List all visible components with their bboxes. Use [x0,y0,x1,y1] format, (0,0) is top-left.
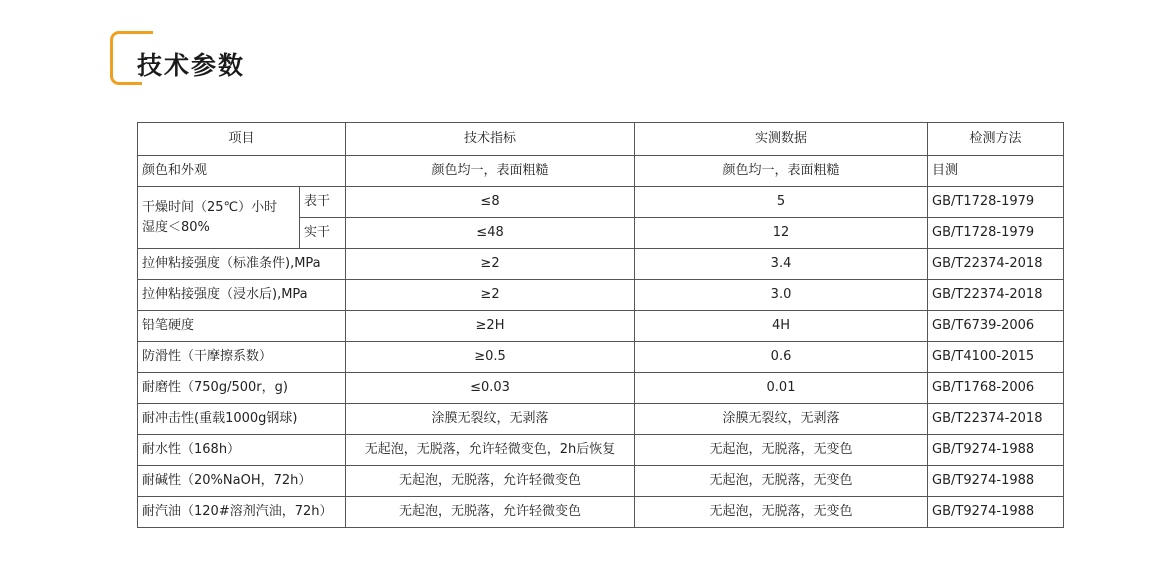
row-spec: 颜色均一，表面粗糙 [346,156,635,187]
row-method: GB/T6739-2006 [928,311,1064,342]
row-spec: ≤0.03 [346,373,635,404]
row-method: GB/T9274-1988 [928,497,1064,528]
row-method: GB/T22374-2018 [928,404,1064,435]
row-spec: ≤48 [346,218,635,249]
row-measured: 无起泡，无脱落，无变色 [635,466,928,497]
header-method: 检测方法 [928,123,1064,156]
table-row-drying-surface [138,187,1064,218]
row-method: GB/T22374-2018 [928,249,1064,280]
row-item: 耐磨性（750g/500r，g) [138,373,346,404]
row-spec: 无起泡，无脱落，允许轻微变色 [346,466,635,497]
technical-parameters-table [137,122,1064,528]
table-row [138,497,1064,528]
row-measured: 无起泡，无脱落，无变色 [635,435,928,466]
row-spec: ≥2H [346,311,635,342]
header-spec: 技术指标 [346,123,635,156]
row-method: GB/T1768-2006 [928,373,1064,404]
row-measured: 颜色均一，表面粗糙 [635,156,928,187]
row-item: 耐汽油（120#溶剂汽油，72h） [138,497,346,528]
row-item: 耐冲击性(重载1000g钢球) [138,404,346,435]
row-method: GB/T22374-2018 [928,280,1064,311]
row-measured: 12 [635,218,928,249]
drying-time-label [138,187,300,249]
row-item: 防滑性（干摩擦系数） [138,342,346,373]
row-measured: 无起泡，无脱落，无变色 [635,497,928,528]
row-method: 目测 [928,156,1064,187]
row-item: 拉伸粘接强度（标准条件),MPa [138,249,346,280]
drying-sub-name: 表干 [300,187,346,218]
row-spec: 无起泡，无脱落，允许轻微变色 [346,497,635,528]
row-spec: ≤8 [346,187,635,218]
row-measured: 0.01 [635,373,928,404]
row-method: GB/T4100-2015 [928,342,1064,373]
row-measured: 3.4 [635,249,928,280]
row-measured: 4H [635,311,928,342]
drying-time-label-line1: 干燥时间（25℃）小时 [142,199,278,215]
row-item: 耐碱性（20%NaOH，72h） [138,466,346,497]
row-spec: ≥2 [346,280,635,311]
row-spec: 无起泡，无脱落，允许轻微变色，2h后恢复 [346,435,635,466]
row-measured: 0.6 [635,342,928,373]
table-row [138,466,1064,497]
drying-time-label-line2: 湿度＜80% [142,219,210,235]
table-row [138,404,1064,435]
row-measured: 5 [635,187,928,218]
table-row [138,373,1064,404]
page-title: 技术参数 [137,51,246,80]
table-row [138,435,1064,466]
row-measured: 3.0 [635,280,928,311]
row-spec: ≥0.5 [346,342,635,373]
row-method: GB/T1728-1979 [928,187,1064,218]
row-method: GB/T1728-1979 [928,218,1064,249]
row-spec: ≥2 [346,249,635,280]
header-measured: 实测数据 [635,123,928,156]
table-row [138,156,1064,187]
row-item: 拉伸粘接强度（浸水后),MPa [138,280,346,311]
row-item: 铅笔硬度 [138,311,346,342]
row-method: GB/T9274-1988 [928,466,1064,497]
drying-sub-name: 实干 [300,218,346,249]
row-measured: 涂膜无裂纹，无剥落 [635,404,928,435]
table-row [138,249,1064,280]
header-item: 项目 [138,123,346,156]
row-method: GB/T9274-1988 [928,435,1064,466]
table-row [138,280,1064,311]
table-header-row [138,123,1064,156]
table-row [138,342,1064,373]
row-item: 颜色和外观 [138,156,346,187]
table-row [138,311,1064,342]
row-spec: 涂膜无裂纹，无剥落 [346,404,635,435]
row-item: 耐水性（168h） [138,435,346,466]
